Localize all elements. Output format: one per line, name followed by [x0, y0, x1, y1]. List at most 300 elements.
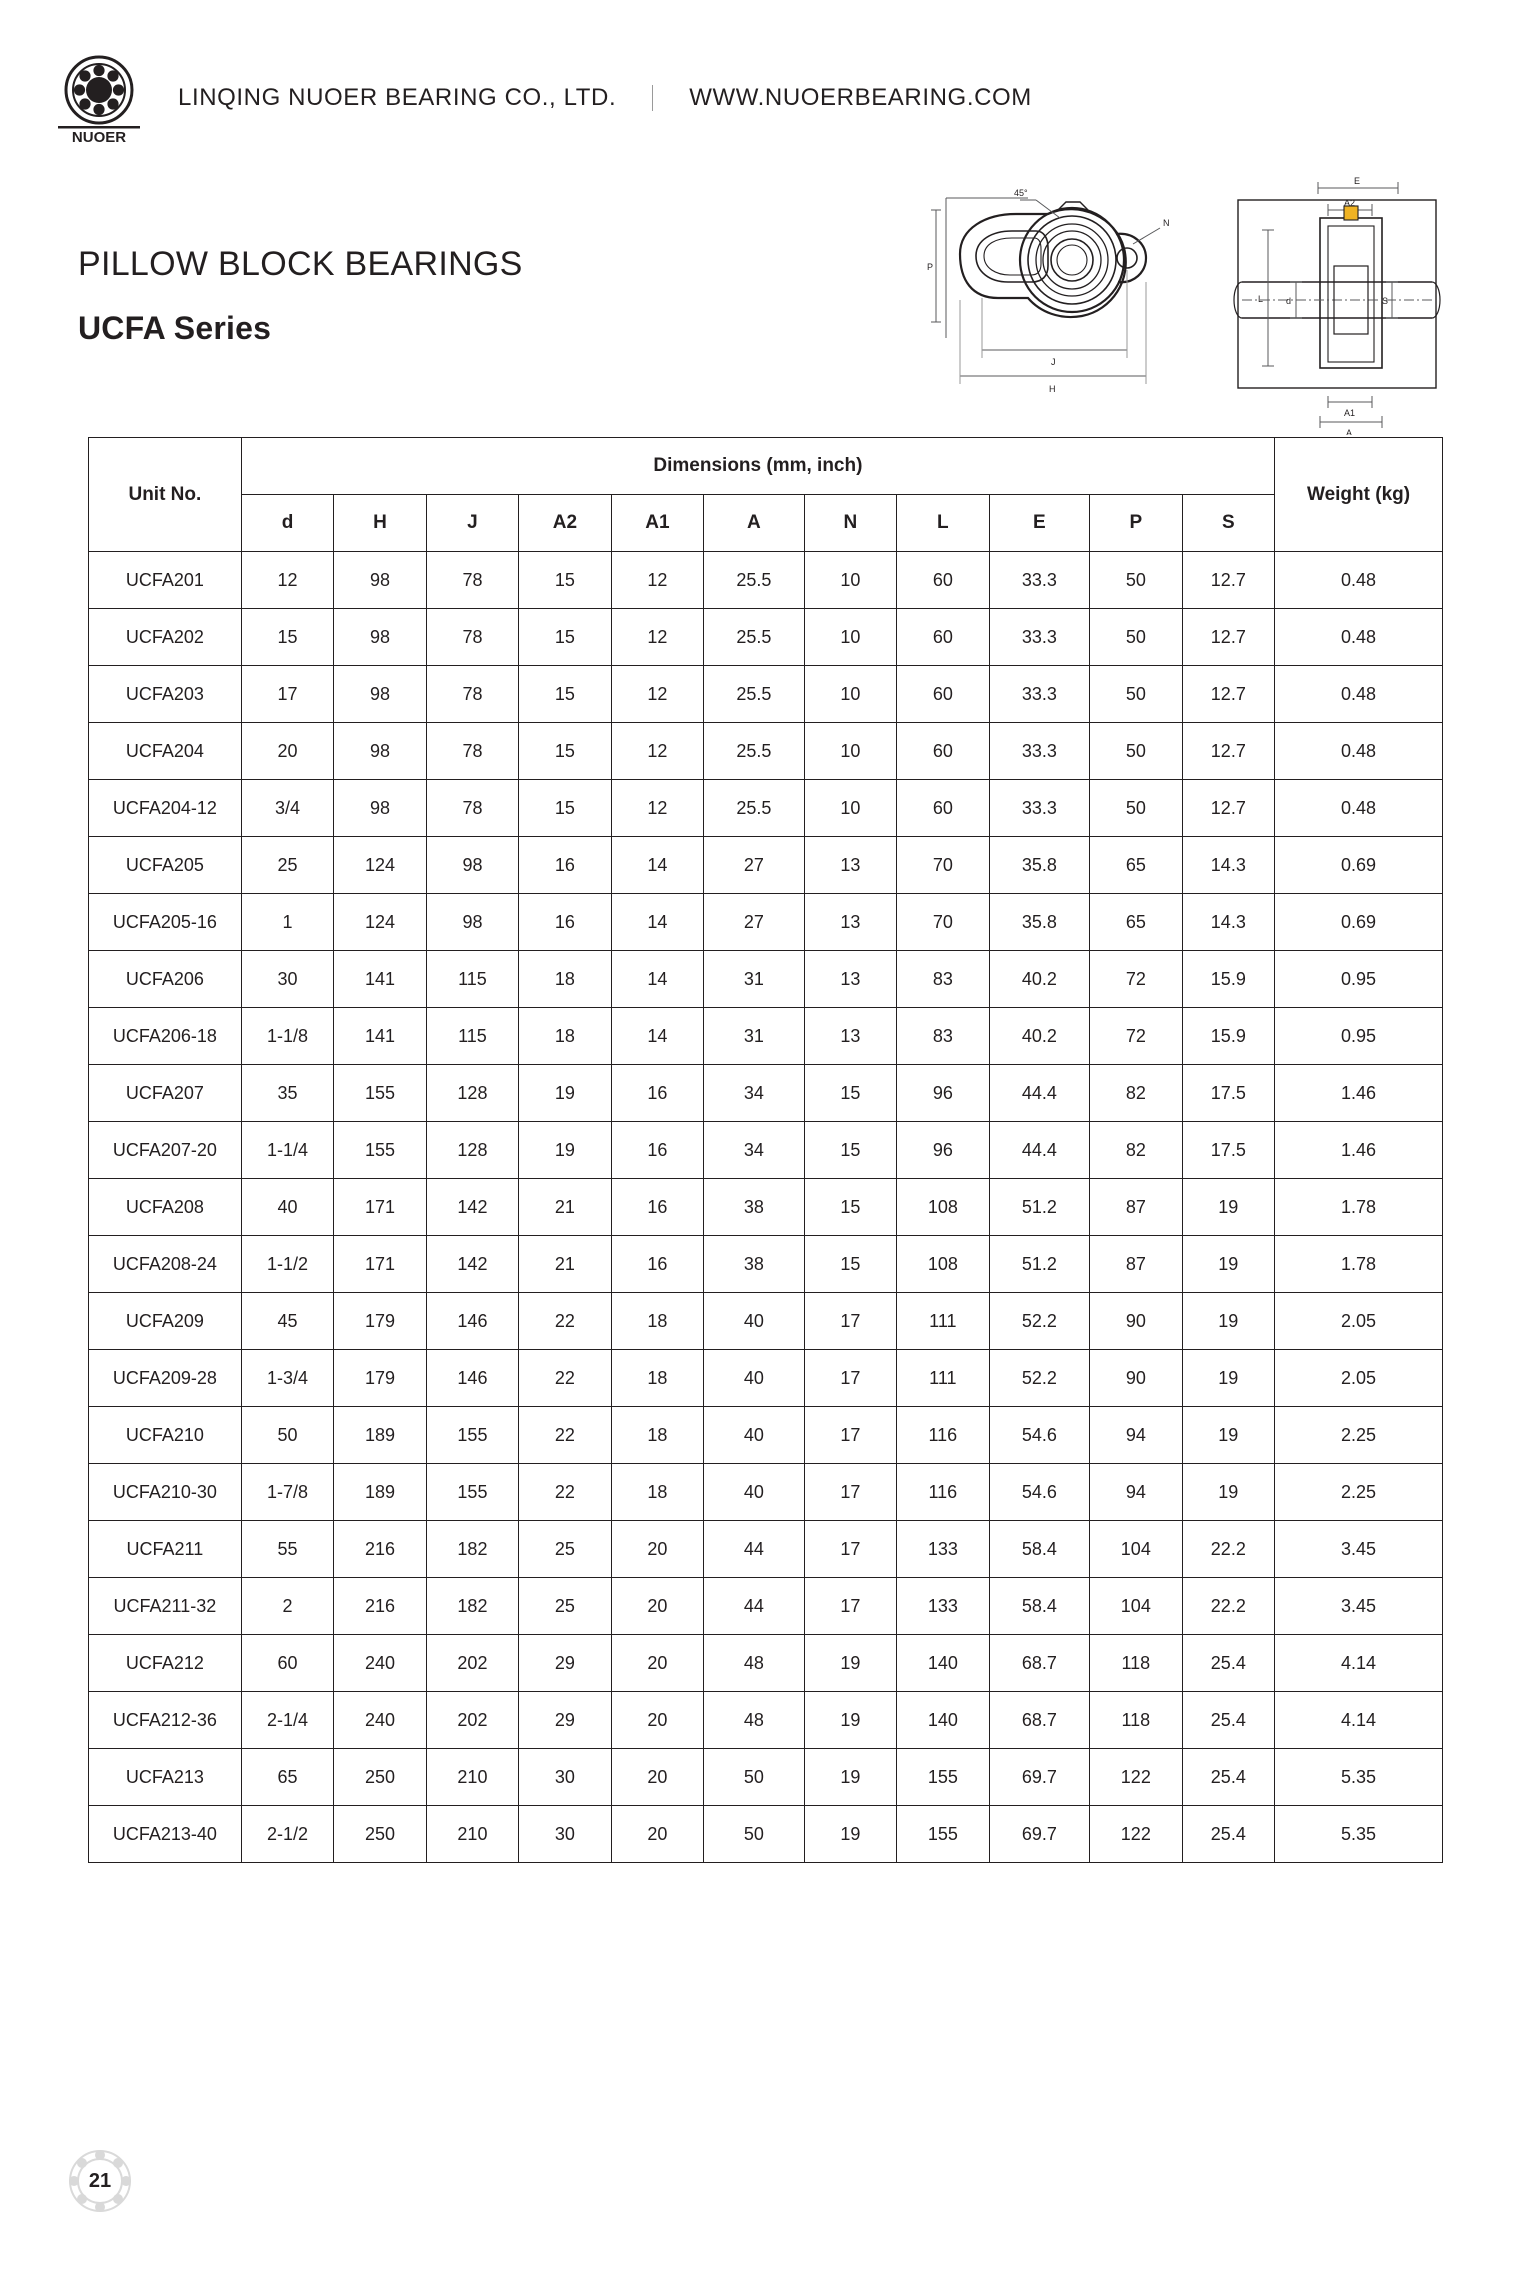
- cell-d: 12: [241, 552, 333, 609]
- cell-L: 155: [897, 1749, 989, 1806]
- cell-L: 60: [897, 723, 989, 780]
- company-website: WWW.NUOERBEARING.COM: [689, 84, 1032, 111]
- cell-S: 12.7: [1182, 666, 1275, 723]
- cell-E: 68.7: [989, 1692, 1090, 1749]
- cell-H: 171: [334, 1236, 426, 1293]
- cell-unit-no: UCFA212-36: [89, 1692, 242, 1749]
- cell-P: 50: [1090, 666, 1182, 723]
- table-row: [89, 552, 1443, 609]
- page-number: 21: [88, 2169, 112, 2192]
- cell-H: 98: [334, 609, 426, 666]
- table-row: [89, 1521, 1443, 1578]
- cell-N: 17: [804, 1350, 896, 1407]
- cell-d: 15: [241, 609, 333, 666]
- cell-H: 98: [334, 666, 426, 723]
- cell-A1: 12: [611, 552, 703, 609]
- cell-S: 15.9: [1182, 1008, 1275, 1065]
- cell-A1: 20: [611, 1521, 703, 1578]
- table-header-row-1: [89, 438, 1443, 495]
- cell-E: 58.4: [989, 1521, 1090, 1578]
- cell-A: 48: [704, 1635, 805, 1692]
- cell-L: 116: [897, 1407, 989, 1464]
- cell-weight: 4.14: [1275, 1635, 1443, 1692]
- specification-table: [88, 437, 1443, 1863]
- cell-A1: 12: [611, 609, 703, 666]
- cell-A2: 15: [519, 780, 611, 837]
- label-A2: A2: [1344, 198, 1356, 208]
- cell-weight: 4.14: [1275, 1692, 1443, 1749]
- cell-A2: 22: [519, 1293, 611, 1350]
- cell-P: 82: [1090, 1122, 1182, 1179]
- cell-L: 96: [897, 1065, 989, 1122]
- cell-S: 12.7: [1182, 780, 1275, 837]
- cell-unit-no: UCFA209: [89, 1293, 242, 1350]
- cell-A1: 18: [611, 1293, 703, 1350]
- cell-unit-no: UCFA212: [89, 1635, 242, 1692]
- label-L: L: [1258, 294, 1264, 304]
- cell-H: 179: [334, 1293, 426, 1350]
- cell-A2: 22: [519, 1350, 611, 1407]
- spec-table: [88, 437, 1443, 1863]
- cell-H: 98: [334, 552, 426, 609]
- cell-E: 58.4: [989, 1578, 1090, 1635]
- cell-A2: 15: [519, 552, 611, 609]
- table-row: [89, 1407, 1443, 1464]
- cell-weight: 5.35: [1275, 1806, 1443, 1863]
- page-title: PILLOW BLOCK BEARINGS: [78, 245, 523, 283]
- cell-H: 189: [334, 1407, 426, 1464]
- cell-A2: 29: [519, 1635, 611, 1692]
- cell-A2: 21: [519, 1179, 611, 1236]
- cell-weight: 0.95: [1275, 1008, 1443, 1065]
- cell-d: 1-1/2: [241, 1236, 333, 1293]
- cell-unit-no: UCFA211-32: [89, 1578, 242, 1635]
- cell-A2: 16: [519, 894, 611, 951]
- cell-weight: 1.78: [1275, 1236, 1443, 1293]
- cell-S: 12.7: [1182, 552, 1275, 609]
- cell-E: 69.7: [989, 1806, 1090, 1863]
- cell-E: 40.2: [989, 1008, 1090, 1065]
- cell-weight: 0.48: [1275, 609, 1443, 666]
- cell-d: 25: [241, 837, 333, 894]
- table-head: [89, 438, 1443, 552]
- cell-H: 155: [334, 1065, 426, 1122]
- cell-L: 70: [897, 837, 989, 894]
- cell-A: 25.5: [704, 780, 805, 837]
- cell-S: 19: [1182, 1236, 1275, 1293]
- cell-S: 12.7: [1182, 723, 1275, 780]
- cell-P: 94: [1090, 1464, 1182, 1521]
- cell-A1: 16: [611, 1122, 703, 1179]
- cell-A1: 14: [611, 894, 703, 951]
- cell-A1: 18: [611, 1407, 703, 1464]
- table-row: [89, 1635, 1443, 1692]
- table-row: [89, 1749, 1443, 1806]
- cell-A1: 14: [611, 837, 703, 894]
- cell-N: 17: [804, 1293, 896, 1350]
- table-row: [89, 1293, 1443, 1350]
- cell-A2: 30: [519, 1806, 611, 1863]
- cell-A2: 19: [519, 1065, 611, 1122]
- cell-A2: 25: [519, 1578, 611, 1635]
- cell-E: 51.2: [989, 1179, 1090, 1236]
- cell-A1: 12: [611, 666, 703, 723]
- cell-A: 50: [704, 1806, 805, 1863]
- cell-A: 44: [704, 1521, 805, 1578]
- cell-S: 14.3: [1182, 894, 1275, 951]
- cell-P: 87: [1090, 1179, 1182, 1236]
- header-col-A: A: [704, 495, 805, 552]
- cell-A: 25.5: [704, 552, 805, 609]
- cell-unit-no: UCFA207-20: [89, 1122, 242, 1179]
- cell-L: 140: [897, 1692, 989, 1749]
- cell-A1: 20: [611, 1578, 703, 1635]
- cell-A2: 22: [519, 1464, 611, 1521]
- cell-N: 15: [804, 1122, 896, 1179]
- cell-A: 34: [704, 1065, 805, 1122]
- cell-P: 65: [1090, 894, 1182, 951]
- cell-P: 72: [1090, 951, 1182, 1008]
- cell-S: 15.9: [1182, 951, 1275, 1008]
- cell-H: 240: [334, 1692, 426, 1749]
- cell-S: 19: [1182, 1293, 1275, 1350]
- cell-d: 1-3/4: [241, 1350, 333, 1407]
- label-E: E: [1354, 176, 1361, 186]
- cell-d: 30: [241, 951, 333, 1008]
- cell-L: 108: [897, 1179, 989, 1236]
- cell-d: 35: [241, 1065, 333, 1122]
- cell-d: 65: [241, 1749, 333, 1806]
- cell-P: 87: [1090, 1236, 1182, 1293]
- cell-L: 111: [897, 1293, 989, 1350]
- cell-N: 19: [804, 1692, 896, 1749]
- header-col-J: J: [426, 495, 518, 552]
- cell-H: 179: [334, 1350, 426, 1407]
- cell-H: 250: [334, 1749, 426, 1806]
- cell-J: 98: [426, 837, 518, 894]
- cell-unit-no: UCFA209-28: [89, 1350, 242, 1407]
- cell-J: 128: [426, 1122, 518, 1179]
- cell-J: 146: [426, 1293, 518, 1350]
- cell-L: 133: [897, 1578, 989, 1635]
- cell-A1: 20: [611, 1749, 703, 1806]
- cell-E: 35.8: [989, 837, 1090, 894]
- table-row: [89, 1179, 1443, 1236]
- cell-H: 171: [334, 1179, 426, 1236]
- cell-P: 122: [1090, 1806, 1182, 1863]
- cell-E: 51.2: [989, 1236, 1090, 1293]
- label-P: P: [927, 262, 934, 272]
- cell-N: 13: [804, 1008, 896, 1065]
- cell-weight: 0.48: [1275, 723, 1443, 780]
- cell-S: 12.7: [1182, 609, 1275, 666]
- cell-A2: 25: [519, 1521, 611, 1578]
- cell-E: 52.2: [989, 1350, 1090, 1407]
- header-dimensions: Dimensions (mm, inch): [241, 438, 1274, 495]
- table-row: [89, 1122, 1443, 1179]
- cell-A1: 20: [611, 1635, 703, 1692]
- cell-H: 250: [334, 1806, 426, 1863]
- cell-N: 17: [804, 1464, 896, 1521]
- cell-A1: 14: [611, 951, 703, 1008]
- header-col-L: L: [897, 495, 989, 552]
- cell-N: 15: [804, 1236, 896, 1293]
- cell-L: 60: [897, 609, 989, 666]
- cell-A1: 16: [611, 1065, 703, 1122]
- cell-weight: 2.05: [1275, 1350, 1443, 1407]
- cell-L: 116: [897, 1464, 989, 1521]
- cell-P: 50: [1090, 723, 1182, 780]
- cell-weight: 0.69: [1275, 894, 1443, 951]
- cell-J: 78: [426, 780, 518, 837]
- cell-E: 33.3: [989, 666, 1090, 723]
- cell-P: 50: [1090, 609, 1182, 666]
- cell-weight: 0.95: [1275, 951, 1443, 1008]
- header-col-E: E: [989, 495, 1090, 552]
- cell-unit-no: UCFA203: [89, 666, 242, 723]
- cell-N: 17: [804, 1521, 896, 1578]
- page-footer: [60, 2141, 140, 2221]
- cell-H: 124: [334, 837, 426, 894]
- label-A: A: [1346, 428, 1353, 435]
- label-J: J: [1051, 357, 1056, 367]
- cell-weight: 0.48: [1275, 552, 1443, 609]
- cell-A: 31: [704, 1008, 805, 1065]
- header-col-A1: A1: [611, 495, 703, 552]
- cell-A: 25.5: [704, 723, 805, 780]
- cell-unit-no: UCFA205: [89, 837, 242, 894]
- cell-unit-no: UCFA208-24: [89, 1236, 242, 1293]
- cell-unit-no: UCFA202: [89, 609, 242, 666]
- table-body: [89, 552, 1443, 1863]
- cell-A1: 18: [611, 1464, 703, 1521]
- cell-H: 98: [334, 780, 426, 837]
- cell-N: 19: [804, 1806, 896, 1863]
- cell-P: 50: [1090, 552, 1182, 609]
- cell-A2: 18: [519, 1008, 611, 1065]
- cell-N: 15: [804, 1065, 896, 1122]
- cell-A: 38: [704, 1179, 805, 1236]
- cell-A2: 29: [519, 1692, 611, 1749]
- cell-S: 14.3: [1182, 837, 1275, 894]
- cell-J: 210: [426, 1749, 518, 1806]
- cell-weight: 5.35: [1275, 1749, 1443, 1806]
- label-A1: A1: [1344, 408, 1356, 418]
- table-row: [89, 1464, 1443, 1521]
- header-col-H: H: [334, 495, 426, 552]
- cell-J: 146: [426, 1350, 518, 1407]
- cell-d: 1-1/8: [241, 1008, 333, 1065]
- cell-S: 19: [1182, 1350, 1275, 1407]
- cell-L: 155: [897, 1806, 989, 1863]
- cell-E: 35.8: [989, 894, 1090, 951]
- drawing-svg: [920, 170, 1490, 435]
- cell-E: 44.4: [989, 1065, 1090, 1122]
- table-row: [89, 723, 1443, 780]
- cell-A: 40: [704, 1293, 805, 1350]
- cell-P: 94: [1090, 1407, 1182, 1464]
- table-header-row-2: [89, 495, 1443, 552]
- cell-unit-no: UCFA213: [89, 1749, 242, 1806]
- cell-weight: 2.05: [1275, 1293, 1443, 1350]
- cell-E: 54.6: [989, 1407, 1090, 1464]
- cell-P: 118: [1090, 1635, 1182, 1692]
- cell-A: 40: [704, 1350, 805, 1407]
- cell-A1: 12: [611, 780, 703, 837]
- cell-H: 141: [334, 951, 426, 1008]
- cell-J: 202: [426, 1635, 518, 1692]
- header-col-A2: A2: [519, 495, 611, 552]
- cell-d: 2-1/2: [241, 1806, 333, 1863]
- cell-A: 38: [704, 1236, 805, 1293]
- cell-H: 216: [334, 1578, 426, 1635]
- header-weight: Weight (kg): [1275, 438, 1443, 552]
- cell-A2: 15: [519, 666, 611, 723]
- cell-d: 2: [241, 1578, 333, 1635]
- cell-J: 78: [426, 552, 518, 609]
- cell-P: 104: [1090, 1578, 1182, 1635]
- cell-S: 22.2: [1182, 1521, 1275, 1578]
- cell-A1: 18: [611, 1350, 703, 1407]
- cell-E: 69.7: [989, 1749, 1090, 1806]
- cell-N: 10: [804, 609, 896, 666]
- cell-N: 10: [804, 723, 896, 780]
- cell-J: 182: [426, 1521, 518, 1578]
- cell-d: 1: [241, 894, 333, 951]
- cell-J: 155: [426, 1464, 518, 1521]
- cell-unit-no: UCFA208: [89, 1179, 242, 1236]
- bearing-logo-icon: [40, 52, 158, 144]
- cell-J: 128: [426, 1065, 518, 1122]
- cell-H: 189: [334, 1464, 426, 1521]
- header-unit-no: Unit No.: [89, 438, 242, 552]
- cell-A1: 20: [611, 1692, 703, 1749]
- cell-J: 78: [426, 609, 518, 666]
- cell-L: 83: [897, 951, 989, 1008]
- cell-P: 65: [1090, 837, 1182, 894]
- cell-A: 48: [704, 1692, 805, 1749]
- cell-J: 78: [426, 723, 518, 780]
- table-row: [89, 1350, 1443, 1407]
- cell-N: 13: [804, 951, 896, 1008]
- table-row: [89, 1578, 1443, 1635]
- cell-S: 17.5: [1182, 1122, 1275, 1179]
- cell-E: 40.2: [989, 951, 1090, 1008]
- cell-A: 34: [704, 1122, 805, 1179]
- cell-H: 124: [334, 894, 426, 951]
- cell-E: 33.3: [989, 552, 1090, 609]
- table-row: [89, 837, 1443, 894]
- cell-J: 202: [426, 1692, 518, 1749]
- label-45deg: 45°: [1014, 188, 1028, 198]
- cell-A2: 18: [519, 951, 611, 1008]
- cell-E: 54.6: [989, 1464, 1090, 1521]
- cell-d: 1-1/4: [241, 1122, 333, 1179]
- table-row: [89, 609, 1443, 666]
- header-divider: [652, 85, 653, 111]
- cell-L: 140: [897, 1635, 989, 1692]
- cell-S: 19: [1182, 1179, 1275, 1236]
- cell-H: 98: [334, 723, 426, 780]
- cell-L: 96: [897, 1122, 989, 1179]
- cell-S: 19: [1182, 1464, 1275, 1521]
- cell-weight: 0.48: [1275, 780, 1443, 837]
- table-row: [89, 1692, 1443, 1749]
- cell-A: 40: [704, 1464, 805, 1521]
- cell-P: 82: [1090, 1065, 1182, 1122]
- label-N: N: [1163, 218, 1170, 228]
- table-row: [89, 1806, 1443, 1863]
- cell-N: 10: [804, 780, 896, 837]
- cell-J: 182: [426, 1578, 518, 1635]
- cell-E: 52.2: [989, 1293, 1090, 1350]
- cell-weight: 1.46: [1275, 1065, 1443, 1122]
- table-row: [89, 666, 1443, 723]
- cell-A1: 14: [611, 1008, 703, 1065]
- cell-d: 2-1/4: [241, 1692, 333, 1749]
- cell-S: 25.4: [1182, 1692, 1275, 1749]
- cell-N: 17: [804, 1578, 896, 1635]
- page-subtitle: UCFA Series: [78, 310, 272, 346]
- cell-S: 25.4: [1182, 1806, 1275, 1863]
- cell-P: 90: [1090, 1350, 1182, 1407]
- cell-S: 22.2: [1182, 1578, 1275, 1635]
- cell-L: 60: [897, 666, 989, 723]
- cell-E: 68.7: [989, 1635, 1090, 1692]
- cell-N: 13: [804, 894, 896, 951]
- cell-unit-no: UCFA204-12: [89, 780, 242, 837]
- cell-d: 50: [241, 1407, 333, 1464]
- cell-d: 1-7/8: [241, 1464, 333, 1521]
- cell-weight: 0.69: [1275, 837, 1443, 894]
- cell-unit-no: UCFA205-16: [89, 894, 242, 951]
- cell-N: 15: [804, 1179, 896, 1236]
- cell-d: 60: [241, 1635, 333, 1692]
- header-col-S: S: [1182, 495, 1275, 552]
- cell-L: 108: [897, 1236, 989, 1293]
- table-row: [89, 1236, 1443, 1293]
- cell-weight: 0.48: [1275, 666, 1443, 723]
- cell-N: 19: [804, 1749, 896, 1806]
- cell-A1: 16: [611, 1179, 703, 1236]
- cell-E: 33.3: [989, 780, 1090, 837]
- technical-drawings: [920, 170, 1490, 435]
- cell-A1: 20: [611, 1806, 703, 1863]
- company-logo: [40, 52, 158, 144]
- table-row: [89, 894, 1443, 951]
- cell-S: 19: [1182, 1407, 1275, 1464]
- cell-J: 98: [426, 894, 518, 951]
- cell-d: 55: [241, 1521, 333, 1578]
- cell-J: 210: [426, 1806, 518, 1863]
- cell-J: 115: [426, 1008, 518, 1065]
- cell-weight: 1.78: [1275, 1179, 1443, 1236]
- cell-H: 141: [334, 1008, 426, 1065]
- company-name: LINQING NUOER BEARING CO., LTD.: [178, 84, 617, 111]
- cell-A2: 21: [519, 1236, 611, 1293]
- cell-N: 19: [804, 1635, 896, 1692]
- cell-S: 25.4: [1182, 1635, 1275, 1692]
- cell-weight: 3.45: [1275, 1578, 1443, 1635]
- cell-P: 72: [1090, 1008, 1182, 1065]
- cell-A2: 15: [519, 723, 611, 780]
- cell-d: 20: [241, 723, 333, 780]
- cell-P: 90: [1090, 1293, 1182, 1350]
- cell-A: 27: [704, 837, 805, 894]
- cell-unit-no: UCFA206-18: [89, 1008, 242, 1065]
- cell-N: 10: [804, 666, 896, 723]
- cell-A: 25.5: [704, 609, 805, 666]
